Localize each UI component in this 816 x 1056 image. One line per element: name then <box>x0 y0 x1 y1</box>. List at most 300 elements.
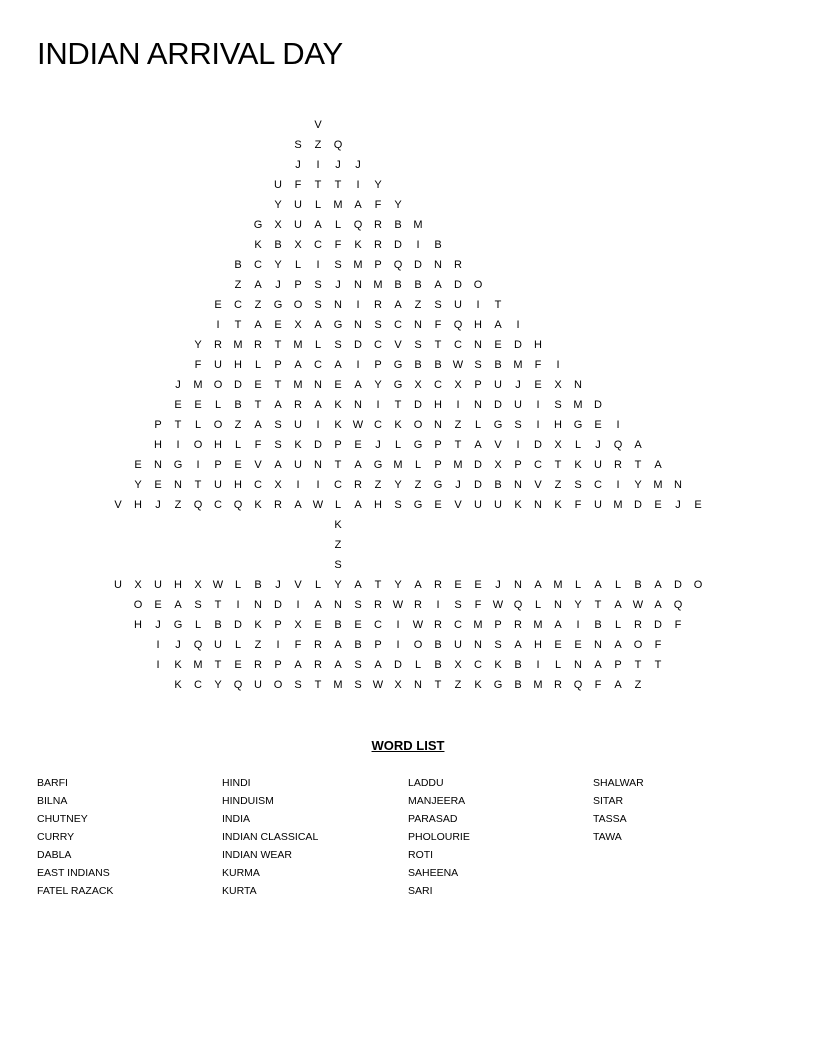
puzzle-letter: Y <box>394 199 402 211</box>
puzzle-letter: F <box>294 179 302 191</box>
puzzle-row <box>0 415 816 435</box>
puzzle-letter: S <box>334 339 342 351</box>
puzzle-letter: D <box>394 239 402 251</box>
puzzle-letter: M <box>373 279 383 291</box>
puzzle-letter: D <box>354 339 362 351</box>
puzzle-letter: C <box>374 619 382 631</box>
puzzle-letter: D <box>494 399 502 411</box>
puzzle-letter: F <box>594 679 602 691</box>
puzzle-letter: I <box>316 479 320 491</box>
puzzle-letter: E <box>314 619 322 631</box>
puzzle-row <box>0 495 816 515</box>
word-list-item: FATEL RAZACK <box>37 885 114 897</box>
puzzle-letter: U <box>494 379 502 391</box>
puzzle-letter: U <box>294 459 302 471</box>
puzzle-letter: K <box>254 619 262 631</box>
word-list-column-3 <box>408 774 470 900</box>
puzzle-letter: E <box>454 579 462 591</box>
word-list-item: PHOLOURIE <box>408 831 470 843</box>
puzzle-letter: E <box>574 639 582 651</box>
puzzle-letter: M <box>193 659 203 671</box>
puzzle-letter: Z <box>374 479 382 491</box>
puzzle-letter: D <box>654 619 662 631</box>
puzzle-letter: D <box>674 579 682 591</box>
puzzle-letter: N <box>414 319 422 331</box>
word-list-item: HINDUISM <box>222 795 274 807</box>
puzzle-letter: A <box>474 439 482 451</box>
puzzle-letter: N <box>414 679 422 691</box>
puzzle-letter: A <box>614 599 622 611</box>
word-list-item: INDIA <box>222 813 251 825</box>
puzzle-letter: E <box>134 459 142 471</box>
puzzle-letter: L <box>614 579 622 591</box>
puzzle-letter: O <box>473 279 483 291</box>
puzzle-letter: U <box>474 499 482 511</box>
puzzle-letter: T <box>314 179 322 191</box>
puzzle-letter: Z <box>314 139 322 151</box>
puzzle-letter: T <box>214 659 222 671</box>
puzzle-letter: B <box>334 619 342 631</box>
puzzle-letter: I <box>616 419 620 431</box>
puzzle-letter: T <box>234 319 242 331</box>
puzzle-letter: F <box>654 639 662 651</box>
puzzle-letter: E <box>434 499 442 511</box>
puzzle-row <box>0 135 816 155</box>
puzzle-letter: B <box>494 479 502 491</box>
puzzle-letter: A <box>274 399 282 411</box>
puzzle-letter: A <box>534 579 542 591</box>
puzzle-letter: S <box>414 339 422 351</box>
word-list-item: MANJEERA <box>408 795 466 807</box>
puzzle-letter: S <box>314 279 322 291</box>
puzzle-letter: C <box>374 419 382 431</box>
puzzle-letter: E <box>234 459 242 471</box>
puzzle-row <box>0 515 816 535</box>
puzzle-letter: N <box>174 479 182 491</box>
puzzle-row <box>0 195 816 215</box>
puzzle-letter: X <box>294 319 302 331</box>
puzzle-letter: E <box>154 479 162 491</box>
puzzle-letter: Z <box>234 419 242 431</box>
puzzle-letter: K <box>354 239 362 251</box>
puzzle-row <box>0 435 816 455</box>
puzzle-letter: T <box>374 579 382 591</box>
puzzle-letter: Y <box>274 199 282 211</box>
puzzle-letter: E <box>554 639 562 651</box>
puzzle-letter: P <box>154 419 162 431</box>
puzzle-letter: R <box>374 239 382 251</box>
puzzle-letter: Z <box>334 539 342 551</box>
puzzle-letter: I <box>416 239 420 251</box>
puzzle-letter: A <box>654 459 662 471</box>
puzzle-letter: B <box>414 279 422 291</box>
puzzle-letter: L <box>574 579 582 591</box>
puzzle-letter: Z <box>554 479 562 491</box>
puzzle-letter: S <box>314 299 322 311</box>
puzzle-letter: L <box>474 419 482 431</box>
puzzle-letter: I <box>356 359 360 371</box>
puzzle-letter: Z <box>254 639 262 651</box>
puzzle-letter: Q <box>193 499 203 511</box>
puzzle-letter: P <box>434 439 442 451</box>
puzzle-letter: Z <box>414 299 422 311</box>
puzzle-letter: D <box>274 599 282 611</box>
puzzle-letter: G <box>573 419 583 431</box>
puzzle-letter: L <box>414 459 422 471</box>
puzzle-letter: W <box>412 619 424 631</box>
word-list-item: TAWA <box>593 831 622 843</box>
puzzle-letter: L <box>534 599 542 611</box>
puzzle-letter: A <box>354 499 362 511</box>
puzzle-letter: C <box>454 339 462 351</box>
puzzle-letter: D <box>454 279 462 291</box>
word-list-item: INDIAN CLASSICAL <box>222 831 319 843</box>
puzzle-letter: N <box>334 299 342 311</box>
puzzle-row <box>0 635 816 655</box>
puzzle-letter: A <box>654 599 662 611</box>
puzzle-letter: O <box>633 639 643 651</box>
puzzle-letter: K <box>394 419 402 431</box>
puzzle-letter: A <box>434 279 442 291</box>
puzzle-row <box>0 355 816 375</box>
puzzle-letter: O <box>193 439 203 451</box>
puzzle-letter: O <box>133 599 143 611</box>
puzzle-letter: S <box>334 559 342 571</box>
puzzle-letter: E <box>214 299 222 311</box>
puzzle-letter: Q <box>333 139 343 151</box>
puzzle-letter: O <box>273 679 283 691</box>
word-list-column-4 <box>593 774 644 846</box>
puzzle-letter: B <box>494 359 502 371</box>
puzzle-letter: Z <box>414 479 422 491</box>
puzzle-letter: V <box>114 499 122 511</box>
puzzle-letter: A <box>654 579 662 591</box>
puzzle-letter: Y <box>374 379 382 391</box>
puzzle-letter: T <box>254 399 262 411</box>
puzzle-letter: R <box>254 659 262 671</box>
puzzle-letter: U <box>214 639 222 651</box>
word-list-item: PARASAD <box>408 813 458 825</box>
word-list-item: SAHEENA <box>408 867 459 879</box>
puzzle-letter: N <box>534 499 542 511</box>
puzzle-letter: G <box>273 299 283 311</box>
puzzle-row <box>0 395 816 415</box>
puzzle-letter: S <box>274 439 282 451</box>
puzzle-letter: R <box>514 619 522 631</box>
puzzle-letter: C <box>534 459 542 471</box>
puzzle-letter: Q <box>573 679 583 691</box>
puzzle-letter: M <box>333 679 343 691</box>
puzzle-letter: D <box>234 619 242 631</box>
puzzle-letter: Y <box>634 479 642 491</box>
puzzle-letter: I <box>216 319 220 331</box>
puzzle-letter: I <box>576 619 580 631</box>
puzzle-letter: K <box>514 499 522 511</box>
puzzle-letter: U <box>454 299 462 311</box>
puzzle-letter: U <box>214 359 222 371</box>
puzzle-letter: A <box>334 359 342 371</box>
puzzle-letter: Q <box>513 599 523 611</box>
puzzle-row <box>0 155 816 175</box>
puzzle-letter: D <box>594 399 602 411</box>
puzzle-letter: H <box>434 399 442 411</box>
puzzle-letter: R <box>414 599 422 611</box>
puzzle-letter: A <box>594 579 602 591</box>
puzzle-letter: E <box>174 399 182 411</box>
puzzle-letter: A <box>294 499 302 511</box>
puzzle-letter: N <box>594 639 602 651</box>
puzzle-letter: J <box>295 159 301 171</box>
word-list-item: KURTA <box>222 885 257 897</box>
word-list-item: CURRY <box>37 831 75 843</box>
puzzle-letter: P <box>374 259 382 271</box>
puzzle-letter: R <box>294 399 302 411</box>
puzzle-letter: G <box>413 499 423 511</box>
puzzle-letter: M <box>413 219 423 231</box>
puzzle-letter: N <box>434 259 442 271</box>
puzzle-letter: X <box>554 439 562 451</box>
puzzle-letter: J <box>595 439 601 451</box>
puzzle-letter: E <box>534 379 542 391</box>
puzzle-letter: J <box>155 619 161 631</box>
puzzle-letter: U <box>294 219 302 231</box>
puzzle-letter: S <box>294 679 302 691</box>
puzzle-letter: T <box>274 339 282 351</box>
puzzle-letter: Q <box>613 439 623 451</box>
puzzle-letter: I <box>516 319 520 331</box>
puzzle-letter: H <box>174 579 182 591</box>
puzzle-letter: S <box>354 679 362 691</box>
puzzle-letter: H <box>374 499 382 511</box>
puzzle-letter: I <box>236 599 240 611</box>
puzzle-letter: T <box>214 599 222 611</box>
puzzle-letter: M <box>513 359 523 371</box>
puzzle-letter: R <box>374 599 382 611</box>
puzzle-letter: B <box>394 219 402 231</box>
puzzle-letter: L <box>614 619 622 631</box>
puzzle-letter: B <box>434 239 442 251</box>
puzzle-letter: M <box>193 379 203 391</box>
puzzle-letter: M <box>533 619 543 631</box>
puzzle-letter: X <box>294 239 302 251</box>
puzzle-letter: L <box>574 439 582 451</box>
puzzle-letter: J <box>515 379 521 391</box>
puzzle-letter: R <box>434 579 442 591</box>
puzzle-letter: L <box>254 359 262 371</box>
puzzle-row <box>0 555 816 575</box>
puzzle-letter: Y <box>274 259 282 271</box>
puzzle-letter: M <box>553 579 563 591</box>
puzzle-letter: F <box>474 599 482 611</box>
puzzle-letter: A <box>634 439 642 451</box>
puzzle-letter: U <box>294 199 302 211</box>
puzzle-row <box>0 315 816 335</box>
puzzle-letter: L <box>334 219 342 231</box>
puzzle-letter: I <box>356 299 360 311</box>
puzzle-letter: E <box>474 579 482 591</box>
puzzle-letter: B <box>634 579 642 591</box>
puzzle-letter: F <box>574 499 582 511</box>
puzzle-letter: A <box>314 319 322 331</box>
puzzle-letter: L <box>334 499 342 511</box>
puzzle-letter: C <box>394 319 402 331</box>
puzzle-letter: R <box>374 299 382 311</box>
puzzle-letter: F <box>674 619 682 631</box>
puzzle-letter: W <box>392 599 404 611</box>
puzzle-letter: E <box>354 619 362 631</box>
puzzle-letter: I <box>176 439 180 451</box>
puzzle-letter: F <box>334 239 342 251</box>
puzzle-letter: A <box>374 659 382 671</box>
puzzle-letter: M <box>533 679 543 691</box>
puzzle-letter: T <box>454 439 462 451</box>
puzzle-letter: I <box>356 179 360 191</box>
puzzle-letter: T <box>394 399 402 411</box>
puzzle-letter: L <box>414 659 422 671</box>
word-list-item: CHUTNEY <box>37 813 88 825</box>
puzzle-letter: R <box>354 479 362 491</box>
puzzle-letter: A <box>614 679 622 691</box>
puzzle-letter: L <box>194 619 202 631</box>
puzzle-letter: C <box>314 359 322 371</box>
puzzle-letter: B <box>434 639 442 651</box>
puzzle-letter: C <box>374 339 382 351</box>
puzzle-letter: S <box>194 599 202 611</box>
puzzle-letter: P <box>294 279 302 291</box>
puzzle-letter: R <box>274 499 282 511</box>
puzzle-letter: L <box>314 339 322 351</box>
puzzle-letter: S <box>554 399 562 411</box>
puzzle-letter: A <box>354 579 362 591</box>
puzzle-letter: X <box>414 379 422 391</box>
puzzle-row <box>0 375 816 395</box>
puzzle-row <box>0 535 816 555</box>
puzzle-letter: R <box>454 259 462 271</box>
puzzle-letter: J <box>155 499 161 511</box>
puzzle-letter: L <box>214 399 222 411</box>
puzzle-letter: N <box>474 399 482 411</box>
puzzle-letter: N <box>254 599 262 611</box>
puzzle-letter: Q <box>233 499 243 511</box>
puzzle-letter: A <box>274 459 282 471</box>
puzzle-letter: B <box>434 659 442 671</box>
word-list-heading: WORD LIST <box>371 738 445 753</box>
puzzle-letter: N <box>554 599 562 611</box>
puzzle-letter: U <box>274 179 282 191</box>
puzzle-letter: B <box>414 359 422 371</box>
puzzle-letter: K <box>294 439 302 451</box>
puzzle-letter: W <box>352 419 364 431</box>
puzzle-letter: Q <box>233 679 243 691</box>
puzzle-letter: G <box>173 619 183 631</box>
puzzle-letter: A <box>174 599 182 611</box>
puzzle-letter: N <box>474 339 482 351</box>
puzzle-letter: I <box>536 399 540 411</box>
puzzle-letter: Q <box>453 319 463 331</box>
puzzle-letter: O <box>413 419 423 431</box>
puzzle-letter: R <box>434 619 442 631</box>
puzzle-letter: P <box>274 659 282 671</box>
puzzle-letter: K <box>174 679 182 691</box>
puzzle-letter: X <box>134 579 142 591</box>
puzzle-letter: O <box>213 419 223 431</box>
puzzle-row <box>0 115 816 135</box>
puzzle-letter: F <box>434 319 442 331</box>
puzzle-letter: T <box>434 339 442 351</box>
puzzle-letter: C <box>474 659 482 671</box>
puzzle-letter: F <box>534 359 542 371</box>
puzzle-letter: E <box>254 379 262 391</box>
puzzle-letter: C <box>214 499 222 511</box>
puzzle-letter: Z <box>454 419 462 431</box>
puzzle-letter: O <box>693 579 703 591</box>
puzzle-letter: R <box>214 339 222 351</box>
puzzle-letter: H <box>134 499 142 511</box>
puzzle-letter: D <box>414 399 422 411</box>
puzzle-letter: I <box>316 159 320 171</box>
puzzle-letter: P <box>514 459 522 471</box>
puzzle-letter: B <box>234 259 242 271</box>
puzzle-letter: I <box>556 359 560 371</box>
puzzle-letter: U <box>454 639 462 651</box>
puzzle-letter: M <box>353 259 363 271</box>
puzzle-letter: J <box>375 439 381 451</box>
puzzle-letter: H <box>534 639 542 651</box>
puzzle-letter: N <box>154 459 162 471</box>
puzzle-letter: E <box>594 419 602 431</box>
puzzle-letter: V <box>294 579 302 591</box>
puzzle-letter: P <box>374 359 382 371</box>
puzzle-letter: R <box>634 619 642 631</box>
puzzle-letter: V <box>494 439 502 451</box>
puzzle-letter: T <box>334 459 342 471</box>
puzzle-letter: A <box>354 379 362 391</box>
puzzle-letter: P <box>474 379 482 391</box>
puzzle-letter: A <box>394 299 402 311</box>
puzzle-letter: X <box>294 619 302 631</box>
puzzle-letter: A <box>334 659 342 671</box>
puzzle-letter: S <box>354 659 362 671</box>
puzzle-letter: A <box>494 319 502 331</box>
puzzle-letter: C <box>314 239 322 251</box>
puzzle-letter: L <box>314 199 322 211</box>
puzzle-letter: I <box>536 659 540 671</box>
puzzle-row <box>0 255 816 275</box>
puzzle-letter: X <box>494 459 502 471</box>
puzzle-letter: W <box>212 579 224 591</box>
puzzle-letter: P <box>274 359 282 371</box>
puzzle-letter: C <box>454 619 462 631</box>
puzzle-letter: B <box>214 619 222 631</box>
puzzle-letter: N <box>314 379 322 391</box>
puzzle-letter: A <box>554 619 562 631</box>
puzzle-letter: V <box>534 479 542 491</box>
puzzle-letter: N <box>354 319 362 331</box>
puzzle-letter: B <box>254 579 262 591</box>
puzzle-letter: Y <box>214 679 222 691</box>
puzzle-letter: B <box>514 659 522 671</box>
puzzle-letter: A <box>254 419 262 431</box>
puzzle-letter: M <box>613 499 623 511</box>
puzzle-letter: I <box>396 639 400 651</box>
puzzle-letter: I <box>156 639 160 651</box>
word-list-item: BARFI <box>37 777 68 789</box>
puzzle-letter: I <box>536 419 540 431</box>
puzzle-letter: K <box>334 519 342 531</box>
puzzle-letter: N <box>314 459 322 471</box>
puzzle-letter: F <box>294 639 302 651</box>
puzzle-letter: T <box>174 419 182 431</box>
